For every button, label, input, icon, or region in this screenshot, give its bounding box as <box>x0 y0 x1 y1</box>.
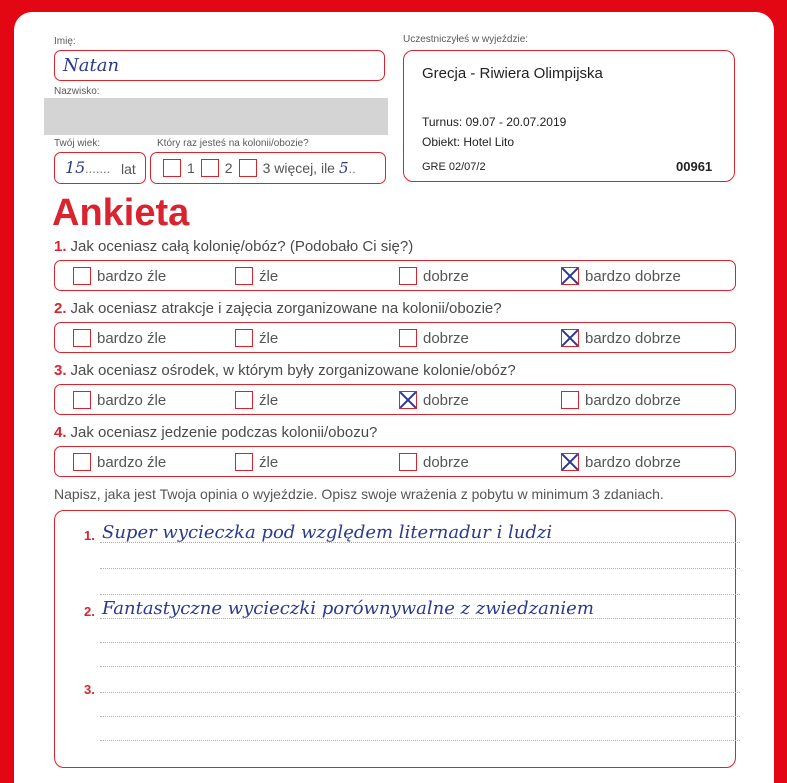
rating-option[interactable] <box>399 447 469 477</box>
age-field[interactable] <box>54 152 146 184</box>
ruled-line <box>100 740 740 741</box>
rating-option[interactable] <box>73 323 166 353</box>
colony-checkbox-2[interactable] <box>201 159 219 177</box>
surname-redacted <box>44 98 388 135</box>
trip-info-box <box>403 50 735 182</box>
rating-label: dobrze <box>423 329 469 347</box>
rating-checkbox[interactable] <box>235 267 253 285</box>
ruled-line <box>100 568 740 569</box>
colony-count-dots: .. <box>348 160 356 176</box>
rating-checkbox-checked[interactable] <box>561 329 579 347</box>
rating-checkbox[interactable] <box>73 329 91 347</box>
colony-field[interactable] <box>150 152 386 184</box>
question-text: Jak oceniasz ośrodek, w którym były zorganizowane kolonie/obóz? <box>70 362 516 379</box>
colony-count-value: 5 <box>338 159 349 177</box>
rating-checkbox-checked[interactable] <box>561 453 579 471</box>
colony-option-1: 1 <box>187 160 195 176</box>
question-2-options <box>54 322 736 353</box>
colony-label: Który raz jesteś na kolonii/obozie? <box>157 138 309 149</box>
rating-label: bardzo źle <box>97 453 167 471</box>
rating-checkbox[interactable] <box>235 391 253 409</box>
rating-option[interactable] <box>561 261 681 291</box>
rating-option[interactable] <box>235 385 278 415</box>
rating-label: bardzo dobrze <box>585 267 681 285</box>
rating-checkbox[interactable] <box>399 453 417 471</box>
question-text: Jak oceniasz jedzenie podczas kolonii/obozu? <box>70 424 378 441</box>
surname-label: Nazwisko: <box>54 86 100 97</box>
rating-option[interactable] <box>73 261 166 291</box>
rating-checkbox[interactable] <box>235 453 253 471</box>
colony-checkbox-3[interactable] <box>239 159 257 177</box>
age-dots: ....... <box>85 161 111 176</box>
opinion-prompt: Napisz, jaka jest Twoja opinia o wyjeździe. Opisz swoje wrażenia z pobytu w minimum 3 zdaniach. <box>54 486 664 502</box>
colony-checkbox-1[interactable] <box>163 159 181 177</box>
rating-label: bardzo źle <box>97 267 167 285</box>
rating-label: dobrze <box>423 391 469 409</box>
question-2-title <box>54 300 502 317</box>
trip-turnus: Turnus: 09.07 - 20.07.2019 <box>422 115 567 129</box>
rating-option[interactable] <box>399 261 469 291</box>
rating-label: źle <box>259 453 279 471</box>
participant-label: Uczestniczyłeś w wyjeździe: <box>403 34 529 45</box>
rating-option[interactable] <box>561 447 681 477</box>
rating-checkbox[interactable] <box>561 391 579 409</box>
age-value: 15 <box>65 158 86 177</box>
rating-label: źle <box>259 267 279 285</box>
name-value: Natan <box>63 55 120 76</box>
opinion-line-text: Fantastyczne wycieczki porównywalne z zwiedzaniem <box>102 598 594 619</box>
question-number: 2. <box>54 300 67 317</box>
colony-option-3: 3 więcej, ile <box>262 160 335 176</box>
survey-sheet <box>14 12 774 783</box>
rating-option[interactable] <box>561 385 681 415</box>
question-number: 3. <box>54 362 67 379</box>
opinion-line-text: Super wycieczka pod względem liternadur i ludzi <box>102 522 553 543</box>
rating-label: bardzo dobrze <box>585 453 681 471</box>
ruled-line <box>100 642 740 643</box>
rating-checkbox-checked[interactable] <box>399 391 417 409</box>
rating-option[interactable] <box>73 385 166 415</box>
rating-label: bardzo źle <box>97 391 167 409</box>
colony-option-2: 2 <box>224 160 233 176</box>
rating-checkbox[interactable] <box>73 391 91 409</box>
trip-number: 00961 <box>676 159 713 174</box>
rating-label: bardzo dobrze <box>585 391 681 409</box>
survey-title: Ankieta <box>52 192 190 234</box>
question-1-title <box>54 238 413 255</box>
age-unit: lat <box>121 161 136 177</box>
rating-checkbox-checked[interactable] <box>561 267 579 285</box>
rating-checkbox[interactable] <box>73 267 91 285</box>
rating-checkbox[interactable] <box>235 329 253 347</box>
rating-option[interactable] <box>235 447 278 477</box>
rating-option[interactable] <box>235 323 278 353</box>
rating-label: dobrze <box>423 453 469 471</box>
rating-label: bardzo dobrze <box>585 329 681 347</box>
trip-destination: Grecja - Riwiera Olimpijska <box>422 65 603 82</box>
name-field[interactable] <box>54 50 385 81</box>
rating-checkbox[interactable] <box>399 267 417 285</box>
rating-label: dobrze <box>423 267 469 285</box>
opinion-line-number: 2. <box>84 604 95 619</box>
opinion-box[interactable] <box>54 510 736 768</box>
ruled-line <box>100 594 740 595</box>
question-1-options <box>54 260 736 291</box>
rating-option[interactable] <box>399 323 469 353</box>
rating-option[interactable] <box>73 447 166 477</box>
trip-obiekt: Obiekt: Hotel Lito <box>422 135 515 149</box>
ruled-line <box>100 692 740 693</box>
rating-option[interactable] <box>235 261 278 291</box>
rating-label: źle <box>259 391 279 409</box>
name-label: Imię: <box>54 36 76 47</box>
question-text: Jak oceniasz atrakcje i zajęcia zorganizowane na kolonii/obozie? <box>70 300 502 317</box>
question-3-title <box>54 362 516 379</box>
age-label: Twój wiek: <box>54 138 101 149</box>
question-number: 1. <box>54 238 67 255</box>
ruled-line <box>100 716 740 717</box>
question-4-options <box>54 446 736 477</box>
ruled-line <box>100 666 740 667</box>
question-text: Jak oceniasz całą kolonię/obóz? (Podobało Ci się?) <box>70 238 414 255</box>
rating-label: bardzo źle <box>97 329 167 347</box>
rating-option[interactable] <box>399 385 469 415</box>
question-number: 4. <box>54 424 67 441</box>
rating-option[interactable] <box>561 323 681 353</box>
question-4-title <box>54 424 377 441</box>
opinion-line-number: 3. <box>84 682 95 697</box>
rating-label: źle <box>259 329 279 347</box>
rating-checkbox[interactable] <box>73 453 91 471</box>
opinion-line-number: 1. <box>84 528 95 543</box>
rating-checkbox[interactable] <box>399 329 417 347</box>
question-3-options <box>54 384 736 415</box>
trip-code: GRE 02/07/2 <box>422 161 486 173</box>
